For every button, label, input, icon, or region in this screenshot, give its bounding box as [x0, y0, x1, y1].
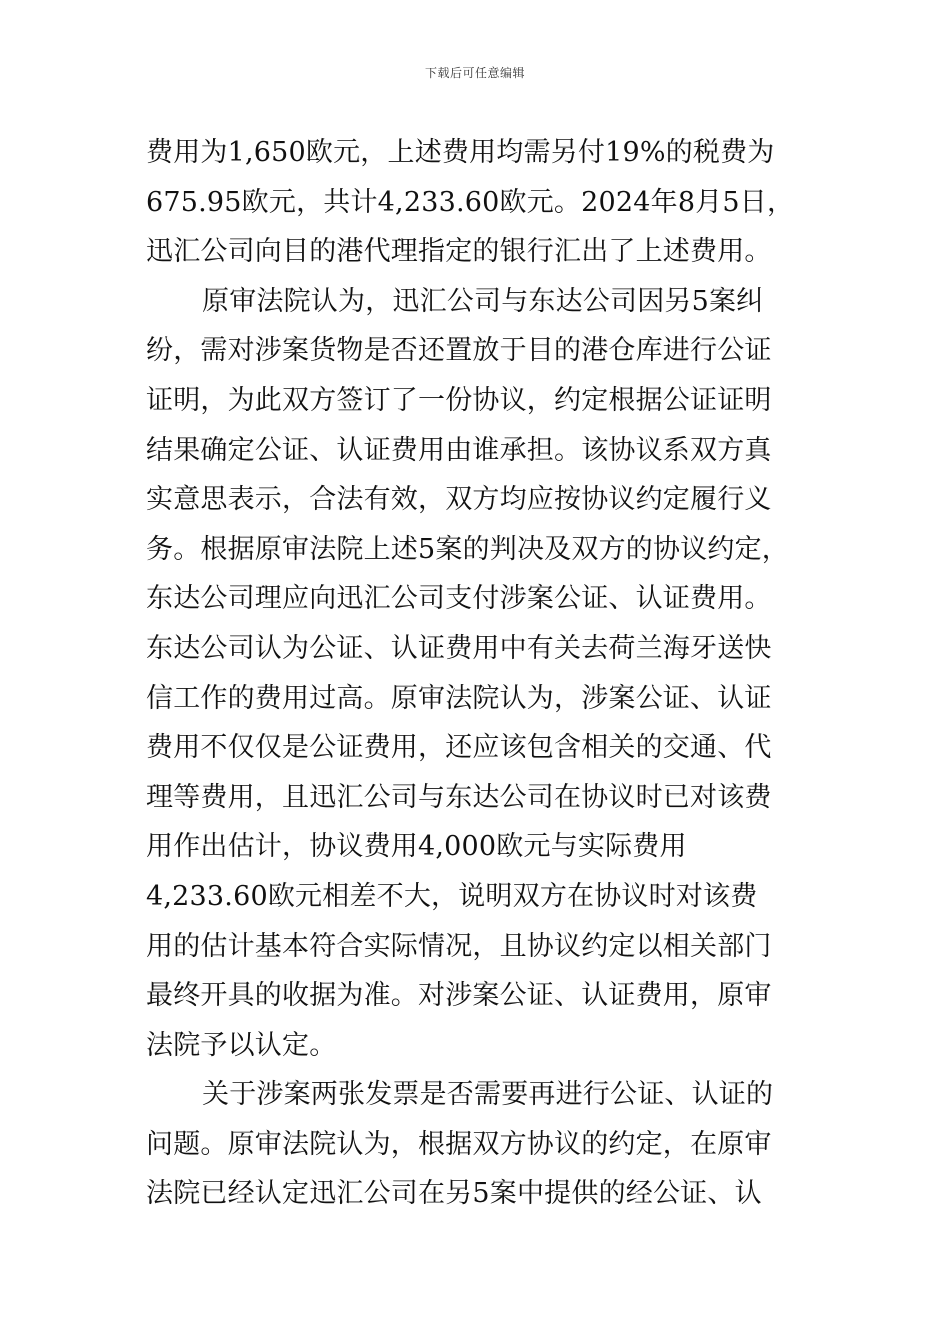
- text-line: 务。根据原审法院上述5案的判决及双方的协议约定，: [146, 533, 789, 565]
- text-line: 法院予以认定。: [146, 1029, 337, 1061]
- text-line: 信工作的费用过高。原审法院认为，涉案公证、认证: [146, 682, 772, 714]
- text-line: 东达公司认为公证、认证费用中有关去荷兰海牙送快: [146, 632, 772, 664]
- document-body: [146, 128, 826, 1219]
- text-line: 证明，为此双方签订了一份协议，约定根据公证证明: [146, 384, 772, 416]
- paragraph-start-line: 原审法院认为，迅汇公司与东达公司因另5案纠: [202, 285, 764, 317]
- text-line: 费用不仅仅是公证费用，还应该包含相关的交通、代: [146, 732, 772, 764]
- text-line: 问题。原审法院认为，根据双方协议的约定，在原审: [146, 1128, 772, 1160]
- text-line: 理等费用，且迅汇公司与东达公司在协议时已对该费: [146, 781, 772, 813]
- text-line: 用作出估计，协议费用4,000欧元与实际费用: [146, 831, 687, 863]
- text-line: 东达公司理应向迅汇公司支付涉案公证、认证费用。: [146, 583, 772, 615]
- text-line: 费用为1,650欧元，上述费用均需另付19%的税费为: [146, 137, 775, 168]
- text-line: 纷，需对涉案货物是否还置放于目的港仓库进行公证: [146, 335, 772, 367]
- text-line: 迅汇公司向目的港代理指定的银行汇出了上述费用。: [146, 236, 772, 268]
- text-line: 结果确定公证、认证费用由谁承担。该协议系双方真: [146, 434, 772, 466]
- text-line: 用的估计基本符合实际情况，且协议约定以相关部门: [146, 930, 772, 962]
- page-header: 下载后可任意编辑: [424, 66, 525, 80]
- text-line: 最终开具的收据为准。对涉案公证、认证费用，原审: [146, 980, 772, 1012]
- paragraph-start-line: 关于涉案两张发票是否需要再进行公证、认证的: [202, 1079, 774, 1111]
- text-line: 法院已经认定迅汇公司在另5案中提供的经公证、认: [146, 1178, 762, 1210]
- text-line: 675.95欧元，共计4,233.60欧元。2024年8月5日，: [146, 186, 795, 218]
- text-line: 4,233.60欧元相差不大，说明双方在协议时对该费: [146, 880, 758, 912]
- text-line: 实意思表示，合法有效，双方均应按协议约定履行义: [146, 484, 772, 516]
